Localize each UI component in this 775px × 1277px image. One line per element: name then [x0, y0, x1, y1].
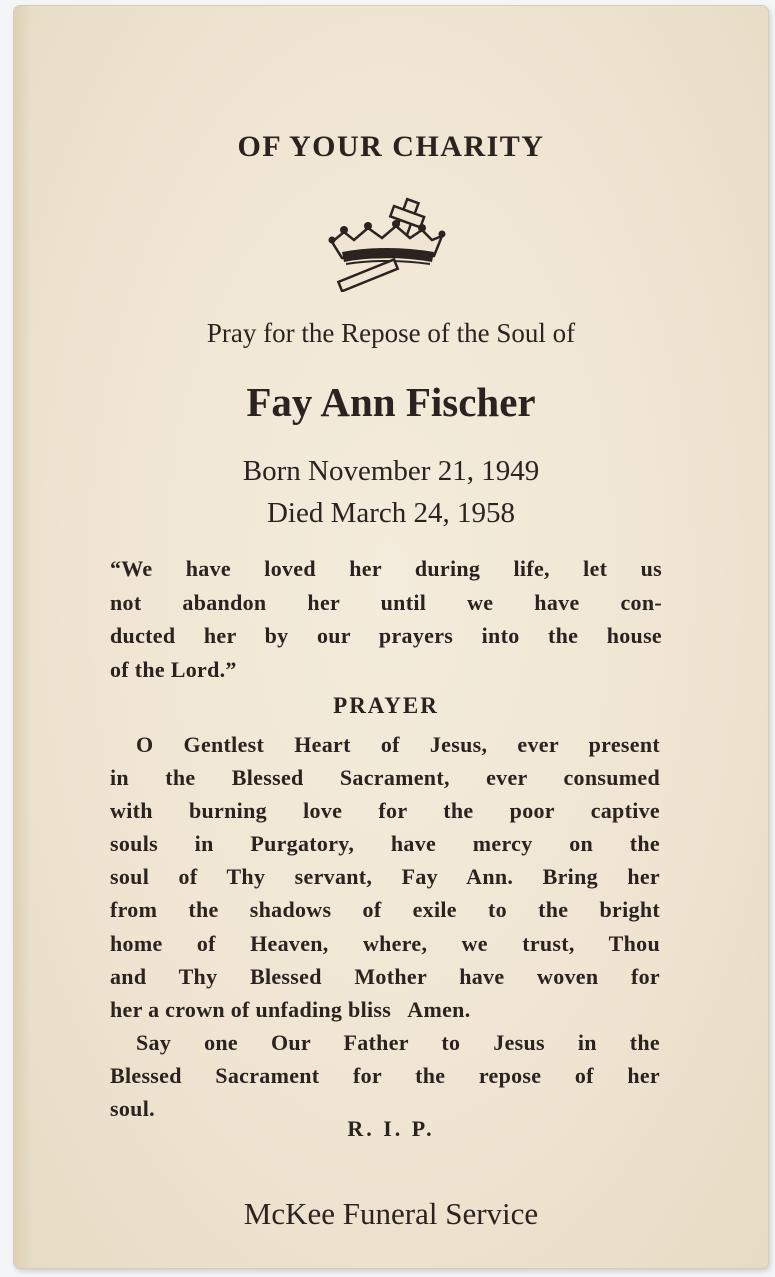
prayer-line: souls in Purgatory, have mercy on the — [110, 831, 660, 857]
rip-label: R. I. P. — [347, 1116, 435, 1141]
prayer-line: soul. — [110, 1096, 155, 1122]
prayer-line: her a crown of unfading bliss Amen. — [110, 996, 471, 1022]
quote-line: not abandon her until we have con- — [110, 589, 662, 615]
prayer-line: soul of Thy servant, Fay Ann. Bring her — [110, 864, 660, 890]
prayer-line: O Gentlest Heart of Jesus, ever present — [136, 732, 660, 757]
prayer-line: with burning love for the poor captive — [110, 798, 660, 824]
prayer-line: Blessed Sacrament for the repose of her — [110, 1062, 660, 1088]
prayer-line: Say one Our Father to Jesus in the — [136, 1029, 660, 1055]
prayer-text — [110, 728, 660, 1125]
card-edge-shadow — [14, 6, 32, 1268]
birth-date: Born November 21, 1949 — [242, 455, 540, 487]
prayer-line: from the shadows of exile to the bright — [110, 897, 660, 923]
quote-line: “We have loved her during life, let us — [110, 556, 662, 581]
deceased-name: Fay Ann Fischer — [246, 379, 536, 425]
memorial-quote — [110, 552, 662, 686]
prayer-line: in the Blessed Sacrament, ever consumed — [110, 765, 660, 791]
funeral-home: McKee Funeral Service — [243, 1196, 539, 1231]
prayer-title: PRAYER — [333, 693, 439, 718]
memorial-card — [14, 6, 768, 1268]
card-header: OF YOUR CHARITY — [237, 130, 545, 163]
pray-line: Pray for the Repose of the Soul of — [206, 318, 576, 348]
prayer-line: home of Heaven, where, we trust, Thou — [110, 930, 660, 956]
crown-and-cross-icon — [324, 196, 448, 292]
death-date: Died March 24, 1958 — [266, 497, 516, 529]
prayer-line: and Thy Blessed Mother have woven for — [110, 963, 660, 989]
quote-line: ducted her by our prayers into the house — [110, 623, 662, 648]
quote-line: of the Lord.” — [110, 656, 237, 682]
